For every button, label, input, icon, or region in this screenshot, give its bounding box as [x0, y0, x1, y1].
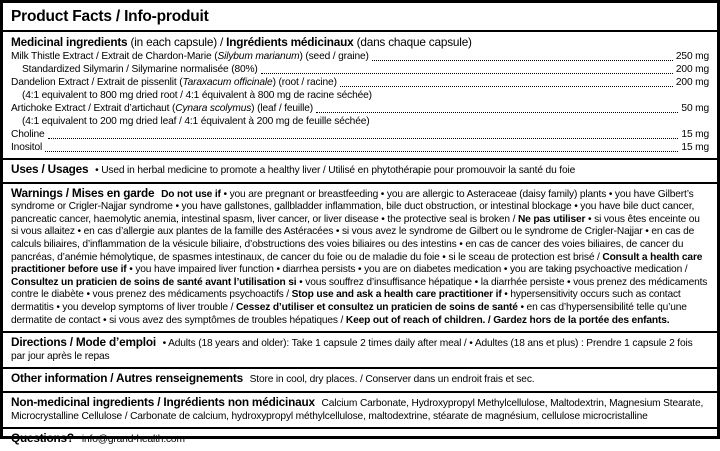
dot-leader: [261, 73, 673, 74]
ingredient-row: [11, 102, 709, 115]
ingredient-name: (4:1 equivalent to 800 mg dried root / 4:1 équivalent à 800 mg de racine séchée): [22, 90, 372, 101]
uses-heading: Uses / Usages: [11, 162, 89, 176]
dot-leader: [372, 60, 673, 61]
ingredient-amount: 50 mg: [681, 103, 709, 114]
medicinal-heading-en-note: (in each capsule) /: [127, 35, 227, 49]
ingredient-amount: 250 mg: [675, 51, 709, 62]
warnings-segment: Consult a health care practitioner before use if: [11, 251, 703, 276]
warnings-segment: • en cas d’hypersensibilité telle qu’une dermatite de contact • si vous avez des symptômes de troubles hépatiques /: [11, 301, 687, 326]
uses-text: • Used in herbal medicine to promote a healthy liver / Utilisé en phytothérapie pour promouvoir la santé du foie: [95, 165, 576, 176]
medicinal-heading-fr: Ingrédients médicinaux: [226, 35, 354, 49]
questions-heading: Questions?: [11, 431, 74, 446]
ingredient-name: (4:1 equivalent to 200 mg dried leaf / 4:1 équivalent à 200 mg de feuille séchée): [22, 116, 370, 127]
ingredient-row: [11, 89, 709, 102]
ingredient-row: [11, 115, 709, 128]
section-other-information: [3, 369, 717, 393]
directions-text: • Adults (18 years and older): Take 1 capsule 2 times daily after meal / • Adultes (18 ans et plus) : Prendre 1 capsule 2 fois par jour après le repas: [11, 338, 693, 362]
ingredient-amount: 200 mg: [675, 77, 709, 88]
non-medicinal-text: Calcium Carbonate, Hydroxypropyl Methylcellulose, Maltodextrin, Magnesium Stearate, Microcrystalline Cellulose / Carbonate de calcium, hydroxypropyl méthylcellulose, maltodextrine, stéarate de magnésium, cellulose microcristalline: [11, 397, 704, 422]
non-medicinal-heading: Non-medicinal ingredients / Ingrédients non médicinaux: [11, 394, 315, 409]
warnings-segment: Keep out of reach of children. / Gardez hors de la portée des enfants.: [345, 314, 670, 326]
panel-title: [3, 3, 717, 32]
warnings-segment: • vous souffrez d’insuffisance hépatique • la diarrhée persiste • vous prenez des médicaments contre le diabète • vous prenez des médicaments psychoactifs /: [11, 276, 708, 301]
ingredient-row: [11, 50, 709, 63]
section-medicinal-ingredients: [3, 32, 717, 160]
questions-paragraph: [11, 432, 709, 447]
ingredient-name: Artichoke Extract / Extrait d’artichaut (Cynara scolymus) (leaf / feuille): [11, 103, 314, 114]
section-uses: [3, 160, 717, 184]
warnings-segment: Ne pas utiliser: [517, 213, 586, 225]
contact-email: info@grand-health.com: [81, 434, 185, 446]
ingredient-name: Standardized Silymarin / Silymarine normalisée (80%): [22, 64, 258, 75]
medicinal-heading-fr-note: (dans chaque capsule): [353, 35, 472, 49]
medicinal-heading-en: Medicinal ingredients: [11, 35, 128, 49]
directions-paragraph: [11, 336, 709, 363]
ingredient-amount: 200 mg: [675, 64, 709, 75]
ingredient-amount: 15 mg: [681, 142, 709, 153]
ingredient-name: Dandelion Extract / Extrait de pissenlit (Taraxacum officinale) (root / racine): [11, 77, 337, 88]
ingredient-name: Inositol: [11, 142, 43, 153]
section-questions: [3, 429, 717, 451]
ingredient-row: [11, 128, 709, 141]
warnings-segment: Cessez d’utiliser et consultez un praticien de soins de santé: [235, 301, 518, 313]
ingredient-amount: 15 mg: [681, 129, 709, 140]
dot-leader: [340, 86, 673, 87]
dot-leader: [316, 112, 678, 113]
ingredient-name: Choline: [11, 129, 45, 140]
ingredient-row: [11, 63, 709, 76]
warnings-segment: Stop use and ask a health care practitioner if: [291, 289, 502, 301]
section-warnings: [3, 184, 717, 334]
warnings-segment: Consultez un praticien de soins de santé avant l’utilisation si: [11, 276, 297, 288]
ingredient-row: [11, 76, 709, 89]
warnings-segment: • you are pregnant or breastfeeding • you are allergic to Asteraceae (daisy family) plants • you have Gilbert’s syndrome or Crigler-Najjar syndrome • you have gallstones, gallbladder inflammation, bile duct obstruction, or intestinal blockage • you have bile duct cancer, pancreatic cancer, haemolytic anemia, intestinal spasm, liver cancer, or liver disease • the protective seal is broken /: [11, 188, 695, 225]
dot-leader: [45, 151, 678, 152]
non-medicinal-paragraph: [11, 396, 709, 423]
section-directions: [3, 333, 717, 369]
other-information-heading: Other information / Autres renseignements: [11, 371, 243, 386]
directions-heading: Directions / Mode d’emploi: [11, 335, 156, 350]
other-information-text: Store in cool, dry places. / Conserver dans un endroit frais et sec.: [249, 374, 535, 386]
uses-paragraph: [11, 163, 709, 178]
warnings-segments: [11, 189, 707, 326]
warnings-heading: Warnings / Mises en garde: [11, 185, 155, 200]
panel-title-text: Product Facts / Info-produit: [11, 8, 209, 25]
warnings-segment: • hypersensitivity occurs such as contact dermatitis • you develop symptoms of liver trouble /: [11, 289, 681, 313]
warnings-paragraph: [11, 187, 709, 328]
warnings-segment: Do not use if: [161, 188, 224, 200]
other-information-paragraph: [11, 372, 709, 387]
ingredient-name: Milk Thistle Extract / Extrait de Chardon-Marie (Silybum marianum) (seed / graine): [11, 51, 369, 62]
medicinal-rows: [11, 50, 709, 154]
warnings-segment: • you have impaired liver function • diarrhea persists • you are on diabetes medication • you are taking psychoactive medication /: [126, 264, 688, 276]
medicinal-heading: [11, 35, 709, 50]
warnings-segment: • si vous êtes enceinte ou si vous allaitez • en cas d’allergie aux plantes de la famille des Astéracées • si vous avez le syndrome de Gilbert ou le syndrome de Crigler-Najjar • en cas de calculs biliaires, d’inflammation de la vésicule biliaire, d’obstructions des voies biliaires ou des intestins • en cas de cancer des voies biliaires, de cancer du pancréas, d’anémie hémolytique, de spasmes intestinaux, de cancer du foie ou de maladie du foie • si le sceau de protection est brisé /: [11, 213, 700, 263]
dot-leader: [48, 138, 679, 139]
ingredient-row: [11, 141, 709, 154]
section-non-medicinal-ingredients: [3, 393, 717, 429]
